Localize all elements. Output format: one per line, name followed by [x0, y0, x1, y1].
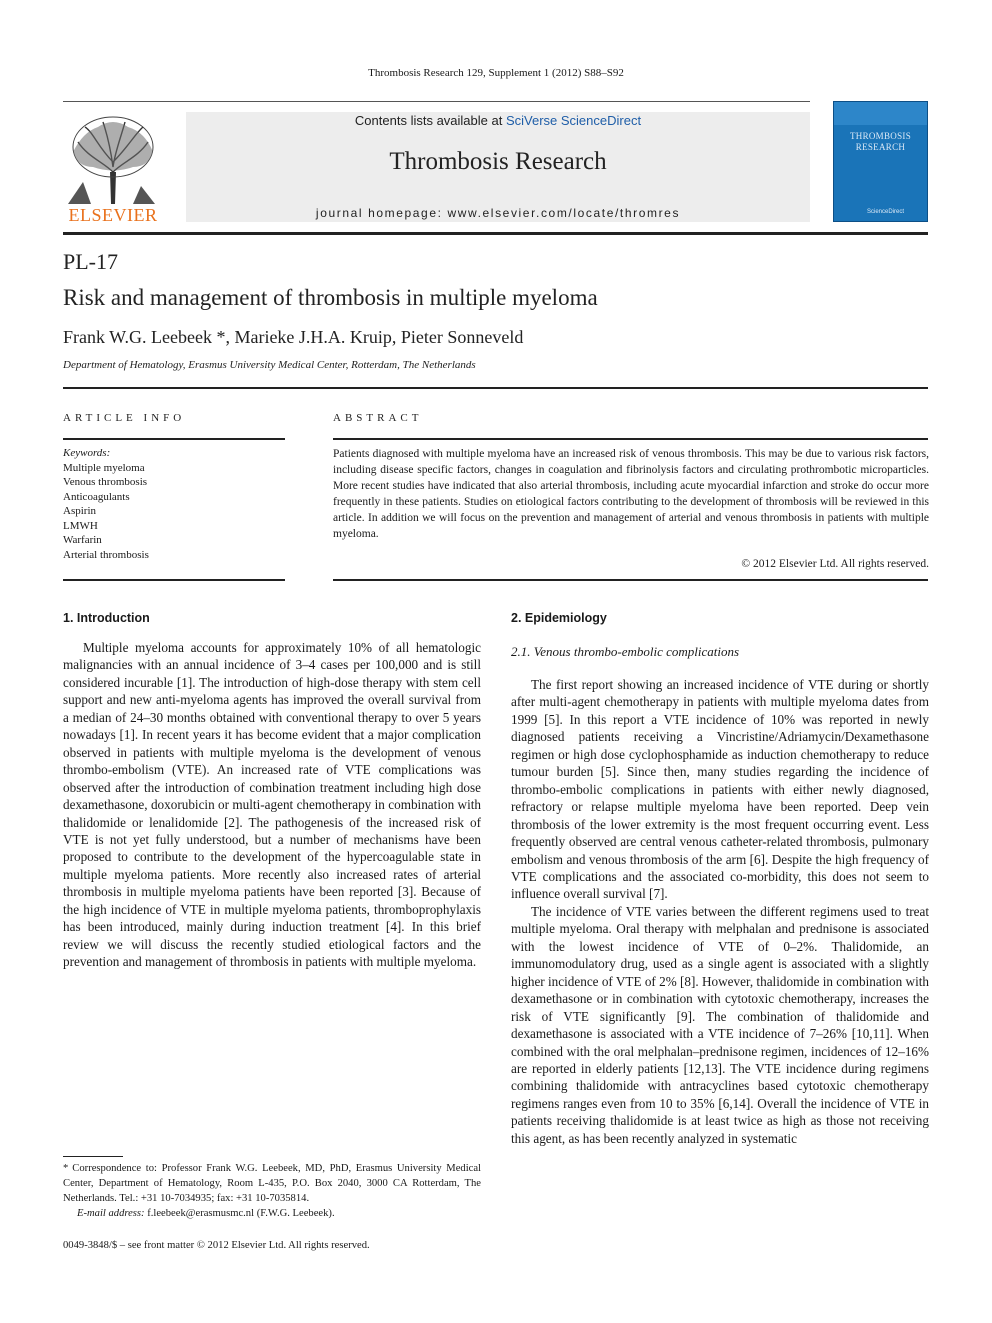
contents-prefix: Contents lists available at	[354, 113, 506, 128]
article-affiliation: Department of Hematology, Erasmus University Medical Center, Rotterdam, The Netherlands	[63, 359, 476, 371]
cover-title-line2: RESEARCH	[855, 142, 906, 152]
correspondence-text: Correspondence to: Professor Frank W.G. Leebeek, MD, PhD, Erasmus University Medical Center, Department of Hematology, Room L-435, P.O. Box 2040, 3000 CA Rotterdam, The Netherlands. Tel.: +31 10-7034935; fax: +31 10-7035814.	[63, 1163, 481, 1204]
cover-title-line1: THROMBOSIS	[849, 131, 911, 141]
epidemiology-paragraph-2: The incidence of VTE varies between the different regimens used to treat multiple myeloma. Oral therapy with melphalan and prednisone is associated with the lowest incidence of VTE of 0–2%. Thalidomide, an immunomodulatory drug, used as a single agent is associated with a slightly higher incidence of VTE of 2% [8]. However, thalidomide in combination with dexamethasone or in combination with cytotoxic chemotherapy, increases the risk of VTE significantly [9]. The combination of thalidomide and dexamethasone is associated with a VTE incidence of 7–26% [10,11]. When combined with the oral melphalan–prednisone regimen, incidences of 12–16% are reported in elderly patients [12,13]. The VTE incidence during regimens combining thalidomide with antracyclines based cytotoxic chemotherapy regimens ranges even from 10 to 35% [6,14]. Overall the incidence of VTE in patients receiving thalidomide is at least twice as high as those not receiving this agent, as has been recently analyzed in systematic	[511, 903, 929, 1146]
keyword-item: Aspirin	[63, 505, 96, 517]
journal-homepage[interactable]: journal homepage: www.elsevier.com/locate/thromres	[315, 206, 681, 220]
keyword-item: Multiple myeloma	[63, 461, 145, 474]
introduction-heading: 1. Introduction	[63, 611, 150, 625]
introduction-section	[63, 611, 481, 971]
keyword-item: Venous thrombosis	[63, 476, 148, 488]
abstract-bottom-rule	[333, 579, 928, 581]
article-info-label: ARTICLE INFO	[63, 412, 186, 424]
email-label: E-mail address:	[77, 1208, 145, 1219]
article-code: PL-17	[63, 249, 118, 274]
cover-top-band	[834, 102, 927, 125]
abstract-copyright: © 2012 Elsevier Ltd. All rights reserved.	[741, 558, 929, 570]
keyword-item: Anticoagulants	[63, 490, 130, 503]
email-address[interactable]: f.leebeek@erasmusmc.nl (F.W.G. Leebeek).	[144, 1208, 335, 1219]
introduction-paragraph: Multiple myeloma accounts for approximately 10% of all hematologic malignancies with an annual incidence of 3–4 cases per 100,000 and is still considered incurable [1]. The introduction of high-dose therapy with stem cell support and new anti-myeloma agents has improved the overall survival from a median of 24–30 months obtained with conventional therapy to over 5 years nowadays [1]. In recent years it has become evident that a major complication observed in patients with multiple myeloma is the development of venous thrombo-embolism (VTE). An increased rate of VTE complications was observed after the introduction of combination treatment including high dose dexamethasone, doxorubicin or multi-agent chemotherapy in combination with thalidomide or lenalidomide [2]. The pathogenesis of the increased risk of VTE is not yet fully understood, but a number of mechanisms have been proposed to contribute to the development of the hypercoagulable state in multiple myeloma patients. More recently also increased rates of arterial thrombosis in multiple myeloma patients have been reported [3]. Because of the high incidence of VTE in multiple myeloma patients, thromboprophylaxis has been introduced, mainly during induction treatment [4]. In this brief review we will discuss the recently studied etiological factors and the prevention and management of thrombosis in patients with multiple myeloma.	[63, 640, 481, 970]
footnote-star: *	[63, 1163, 69, 1174]
journal-name: Thrombosis Research	[389, 148, 607, 175]
correspondence-footnote	[63, 1161, 481, 1221]
article-info-rule	[63, 438, 285, 440]
article-info-bottom-rule	[63, 579, 285, 581]
abstract-text: Patients diagnosed with multiple myeloma have an increased risk of venous thrombosis. This may be due to various risk factors, including disease specific factors, changes in coagulation and fibrinolysis factors and circulating prothrombotic microparticles. More recent studies have indicated that also arterial thrombosis, including acute myocardial infarction and stroke do occur more frequently in these patients. Studies on etiological factors contributing to the development of thrombosis will be reviewed in this article. In addition we will focus on the prevention and management of arterial and venous thrombosis in patients with multiple myeloma.	[333, 448, 929, 540]
header-thick-rule	[63, 232, 928, 235]
journal-cover	[833, 101, 928, 222]
cover-badge: ScienceDirect	[867, 209, 905, 215]
keyword-item: Warfarin	[63, 534, 102, 546]
abstract-label: ABSTRACT	[333, 412, 423, 424]
epidemiology-heading: 2. Epidemiology	[511, 611, 607, 625]
contents-line	[186, 113, 810, 128]
abstract-rule	[333, 438, 928, 440]
epidemiology-section	[511, 611, 929, 1147]
venous-subheading: 2.1. Venous thrombo-embolic complications	[511, 644, 740, 659]
issn-line: 0049-3848/$ – see front matter © 2012 Elsevier Ltd. All rights reserved.	[63, 1240, 370, 1251]
footnote-rule	[63, 1156, 123, 1157]
article-title: Risk and management of thrombosis in multiple myeloma	[63, 285, 598, 310]
keywords-block	[63, 446, 285, 562]
epidemiology-paragraph-1: The first report showing an increased incidence of VTE during or shortly after multi-agent chemotherapy in patients with multiple myeloma dates from 1999 [5]. In this report a VTE incidence of 10% was reported in newly diagnosed patients receiving a Vincristine/Adriamycin/Dexamethasone regimen or high dose cyclophosphamide as induction chemotherapy to reduce tumour burden [5]. Since then, many studies regarding the incidence of thrombo-embolic complications in patients with either newly diagnosed, refractory or relapse multiple myeloma have been reported. Deep vein thrombosis of the lower extremity is the most frequent occurring event. Less frequently observed are central venous catheter-related thrombosis, pulmonary embolism and venous thrombosis of the arm [6]. Despite the high frequency of VTE complications and the associated co-morbidity, this does not seem to influence overall survival [7].	[511, 677, 929, 902]
keyword-item: LMWH	[63, 519, 98, 532]
sciencedirect-link[interactable]: SciVerse ScienceDirect	[505, 113, 642, 128]
keywords-label: Keywords:	[63, 447, 111, 459]
elsevier-wordmark: ELSEVIER	[68, 205, 158, 225]
journal-citation: Thrombosis Research 129, Supplement 1 (2012) S88–S92	[368, 67, 624, 79]
keyword-item: Arterial thrombosis	[63, 548, 149, 561]
header-rule	[63, 101, 810, 102]
article-authors: Frank W.G. Leebeek *, Marieke J.H.A. Kruip, Pieter Sonneveld	[63, 327, 524, 347]
section-rule	[63, 387, 928, 389]
cover-title	[834, 131, 927, 153]
